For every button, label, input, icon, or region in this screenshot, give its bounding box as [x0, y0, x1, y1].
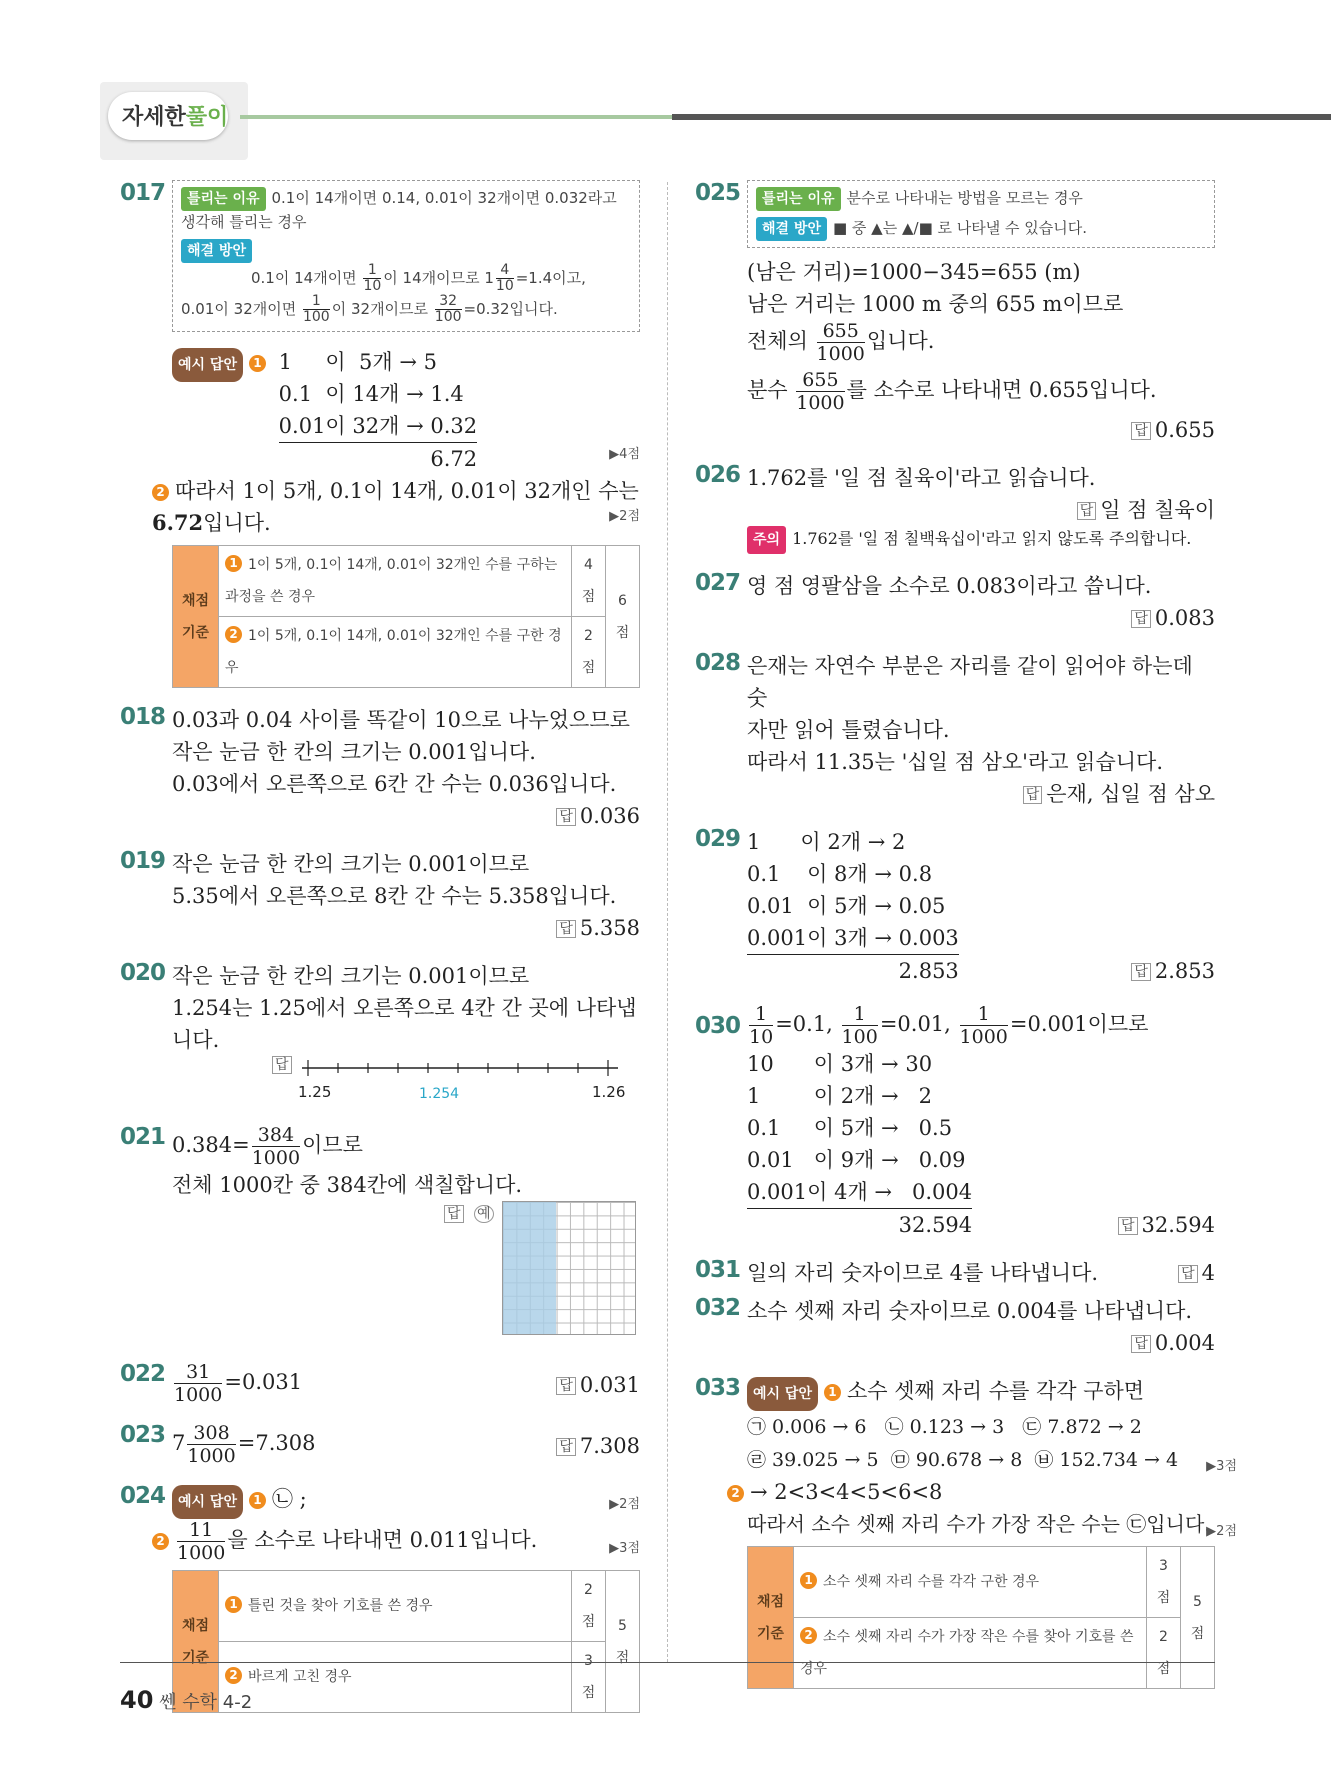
sum-rows: 1 이 5개 → 5 0.1 이 14개 → 1.4 0.01이 32개 → 0.32 6.72: [278, 350, 478, 471]
problem-number: 021: [120, 1124, 166, 1150]
example-tag: 예시 답안: [172, 348, 243, 382]
problem-018: 018 0.03과 0.04 사이를 똑같이 10으로 나누었으므로 작은 눈금 한 칸의 크기는 0.001입니다. 0.03에서 오른쪽으로 6칸 간 수는 0.036입니다. 답 0.036: [120, 704, 640, 832]
problem-024: 024 예시 답안 1 ㉡ ; ▶2점 2 $\frac{11}{1000}$ 을 소수로 나타내면 0.011입니다. ▶3점 채점 기준 1 틀린 것을 찾아 기호를 쓴 경우 2점 5점 2 바르게 고친 경우 3점: [120, 1483, 640, 1713]
step-1-icon: 1: [249, 355, 266, 372]
problem-number: 027: [695, 570, 741, 596]
problem-number: 029: [695, 826, 741, 852]
shaded-grid: [502, 1201, 636, 1335]
answer: 답 0.036: [172, 800, 640, 832]
problem-021: 021 0.384= $\frac{384}{1000}$ 이므로 전체 1000칸 중 384칸에 색칠합니다. 답 예: [120, 1124, 640, 1341]
problem-number: 022: [120, 1361, 166, 1387]
problem-033: 033 예시 답안 1 소수 셋째 자리 수를 각각 구하면 ㉠ 0.006 → 6 ㉡ 0.123 → 3 ㉢ 7.872 → 2 ㉣ 39.025 → 5 ㉤ 90.678 → 8 ㉥ 152.734 → 4 ▶3점 2 → 2<3<4<5<6<8 따라서 소수 셋째 자리 수가 가장 작은 수는 ㉢입니다. ▶2점 채점 기준 1 소수 셋째 자리 수를 각각 구한 경우 3점 5점 2 소수 셋째 자리 수가 가장 작은 수를 찾아 기호를 쓴 경우 2점: [695, 1375, 1215, 1689]
footer: [120, 1686, 252, 1714]
problem-029: 029 1 이 2개 → 2 0.1 이 8개 → 0.8 0.01 이 5개 → 0.05 0.001이 3개 → 0.003 2.853 답 2.853: [695, 826, 1215, 987]
answer: 답 0.655: [747, 414, 1215, 446]
problem-025: 025 틀리는 이유 분수로 나타내는 방법을 모르는 경우 해결 방안 ■ 중 ▲는 ▲/■ 로 나타낼 수 있습니다. (남은 거리)=1000−345=655 (m) 남은 거리는 1000 m 중의 655 m이므로 전체의 $\frac{655}{1000}$ 입니다. 분수 $\frac{655}{1000}$ 를 소수로 나타내면 0.655입니다. 답 0.655: [695, 180, 1215, 446]
problem-number: 032: [695, 1295, 741, 1321]
sum-rows: 10 이 3개 → 30 1 이 2개 → 2 0.1 이 5개 → 0.5 0.01 이 9개 → 0.09 0.001이 4개 → 0.004 32.594: [747, 1052, 973, 1237]
number-line-svg: [302, 1058, 622, 1078]
problem-number: 020: [120, 960, 166, 986]
right-column: [695, 180, 1237, 1705]
caution-note: 주의 1.762를 '일 점 칠백육십이'라고 읽지 않도록 주의합니다.: [747, 526, 1215, 554]
problem-028: 028 은재는 자연수 부분은 자리를 같이 읽어야 하는데 숫 자만 읽어 틀렸습니다. 따라서 11.35는 '십일 점 삼오'라고 읽습니다. 답 은재, 십일 점 삼오: [695, 650, 1215, 806]
reason-text: 0.1이 14개이면 0.14, 0.01이 32개이면 0.032라고 생각해 틀리는 경우: [181, 189, 617, 231]
problem-number: 024: [120, 1483, 166, 1509]
page-number: 40: [120, 1686, 154, 1714]
header-rule-dark: [672, 114, 1331, 120]
column-divider: [667, 182, 668, 1662]
problem-032: 032 소수 셋째 자리 숫자이므로 0.004를 나타냅니다. 답 0.004: [695, 1295, 1215, 1355]
problem-027: 027 영 점 영팔삼을 소수로 0.083이라고 씁니다. 답 0.083: [695, 570, 1215, 630]
problem-number: 026: [695, 462, 741, 488]
grading-table: 채점 기준 1 소수 셋째 자리 수를 각각 구한 경우 3점 5점 2 소수 셋째 자리 수가 가장 작은 수를 찾아 기호를 쓴 경우 2점: [747, 1546, 1215, 1689]
reason-tag: 틀리는 이유: [181, 187, 266, 211]
problem-022: 022 $\frac{31}{1000}$ =0.031 답 0.031: [120, 1361, 640, 1406]
problem-026: 026 1.762를 '일 점 칠육이'라고 읽습니다. 답 일 점 칠육이 주의 1.762를 '일 점 칠백육십이'라고 읽지 않도록 주의합니다.: [695, 462, 1215, 554]
problem-number: 017: [120, 180, 166, 206]
problem-number: 019: [120, 848, 166, 874]
grid-answer: 답 예: [172, 1201, 640, 1341]
hint-box: [172, 180, 640, 332]
example-answer: [172, 346, 640, 475]
problem-number: 028: [695, 650, 741, 676]
problem-019: 019 작은 눈금 한 칸의 크기는 0.001이므로 5.35에서 오른쪽으로 8칸 간 수는 5.358입니다. 답 5.358: [120, 848, 640, 944]
problem-030: 030 $\frac{1}{10}$ =0.1, $\frac{1}{100}$ =0.01, $\frac{1}{1000}$ =0.001이므로 10 이 3개 → 30 1 이 2개 → 2 0.1 이 5개 → 0.5 0.01 이 9개 → 0.09 0.001이 4개 → 0.004 32.594 답 32.594: [695, 1003, 1215, 1241]
solution-tag: 해결 방안: [181, 239, 252, 263]
step-2: 2 따라서 1이 5개, 0.1이 14개, 0.01이 32개인 수는 6.72입니다. ▶2점: [152, 479, 640, 535]
header-title: 자세한풀이: [122, 105, 229, 130]
solution-line-1: 0.1이 14개이면 $\frac{1}{10}$ 이 14개이므로 1 $\frac{4}{10}$ =1.4이고,: [251, 262, 586, 294]
number-line: 답 1.25 1.254 1.26: [172, 1056, 640, 1108]
grading-table: 채점 기준 1 1이 5개, 0.1이 14개, 0.01이 32개인 수를 구하는 과정을 쓴 경우 4점 6점 2 1이 5개, 0.1이 14개, 0.01이 32개인 수를 구한 경우 2점: [172, 545, 640, 688]
book-title: 쎈 수학 4-2: [159, 1692, 253, 1713]
answer: 답 5.358: [172, 912, 640, 944]
left-column: [120, 180, 640, 1729]
problem-020: 020 작은 눈금 한 칸의 크기는 0.001이므로 1.254는 1.25에서 오른쪽으로 4칸 간 곳에 나타냅 니다. 답 1.25 1.254 1.26: [120, 960, 640, 1108]
hint-box: 틀리는 이유 분수로 나타내는 방법을 모르는 경우 해결 방안 ■ 중 ▲는 ▲/■ 로 나타낼 수 있습니다.: [747, 180, 1215, 248]
solution-line-2: 0.01이 32개이면 $\frac{1}{100}$ 이 32개이므로 $\frac{32}{100}$ =0.32입니다.: [181, 293, 558, 325]
points: ▶4점: [609, 447, 640, 462]
problem-number: 031: [695, 1257, 741, 1283]
problem-number: 025: [695, 180, 741, 206]
grading-table: 채점 기준 1 틀린 것을 찾아 기호를 쓴 경우 2점 5점 2 바르게 고친 경우 3점: [172, 1570, 640, 1713]
header-rule-green: [240, 115, 672, 119]
problem-number: 018: [120, 704, 166, 730]
problem-017: [120, 180, 640, 688]
footer-rule: [120, 1662, 1215, 1663]
problem-number: 030: [695, 1013, 741, 1039]
problem-number: 033: [695, 1375, 741, 1401]
problem-023: 023 7 $\frac{308}{1000}$ =7.308 답 7.308: [120, 1422, 640, 1467]
problem-number: 023: [120, 1422, 166, 1448]
sum-rows: 1 이 2개 → 2 0.1 이 8개 → 0.8 0.01 이 5개 → 0.05 0.001이 3개 → 0.003 2.853: [747, 830, 959, 983]
problem-031: 031 일의 자리 숫자이므로 4를 나타냅니다. 답 4: [695, 1257, 1215, 1285]
